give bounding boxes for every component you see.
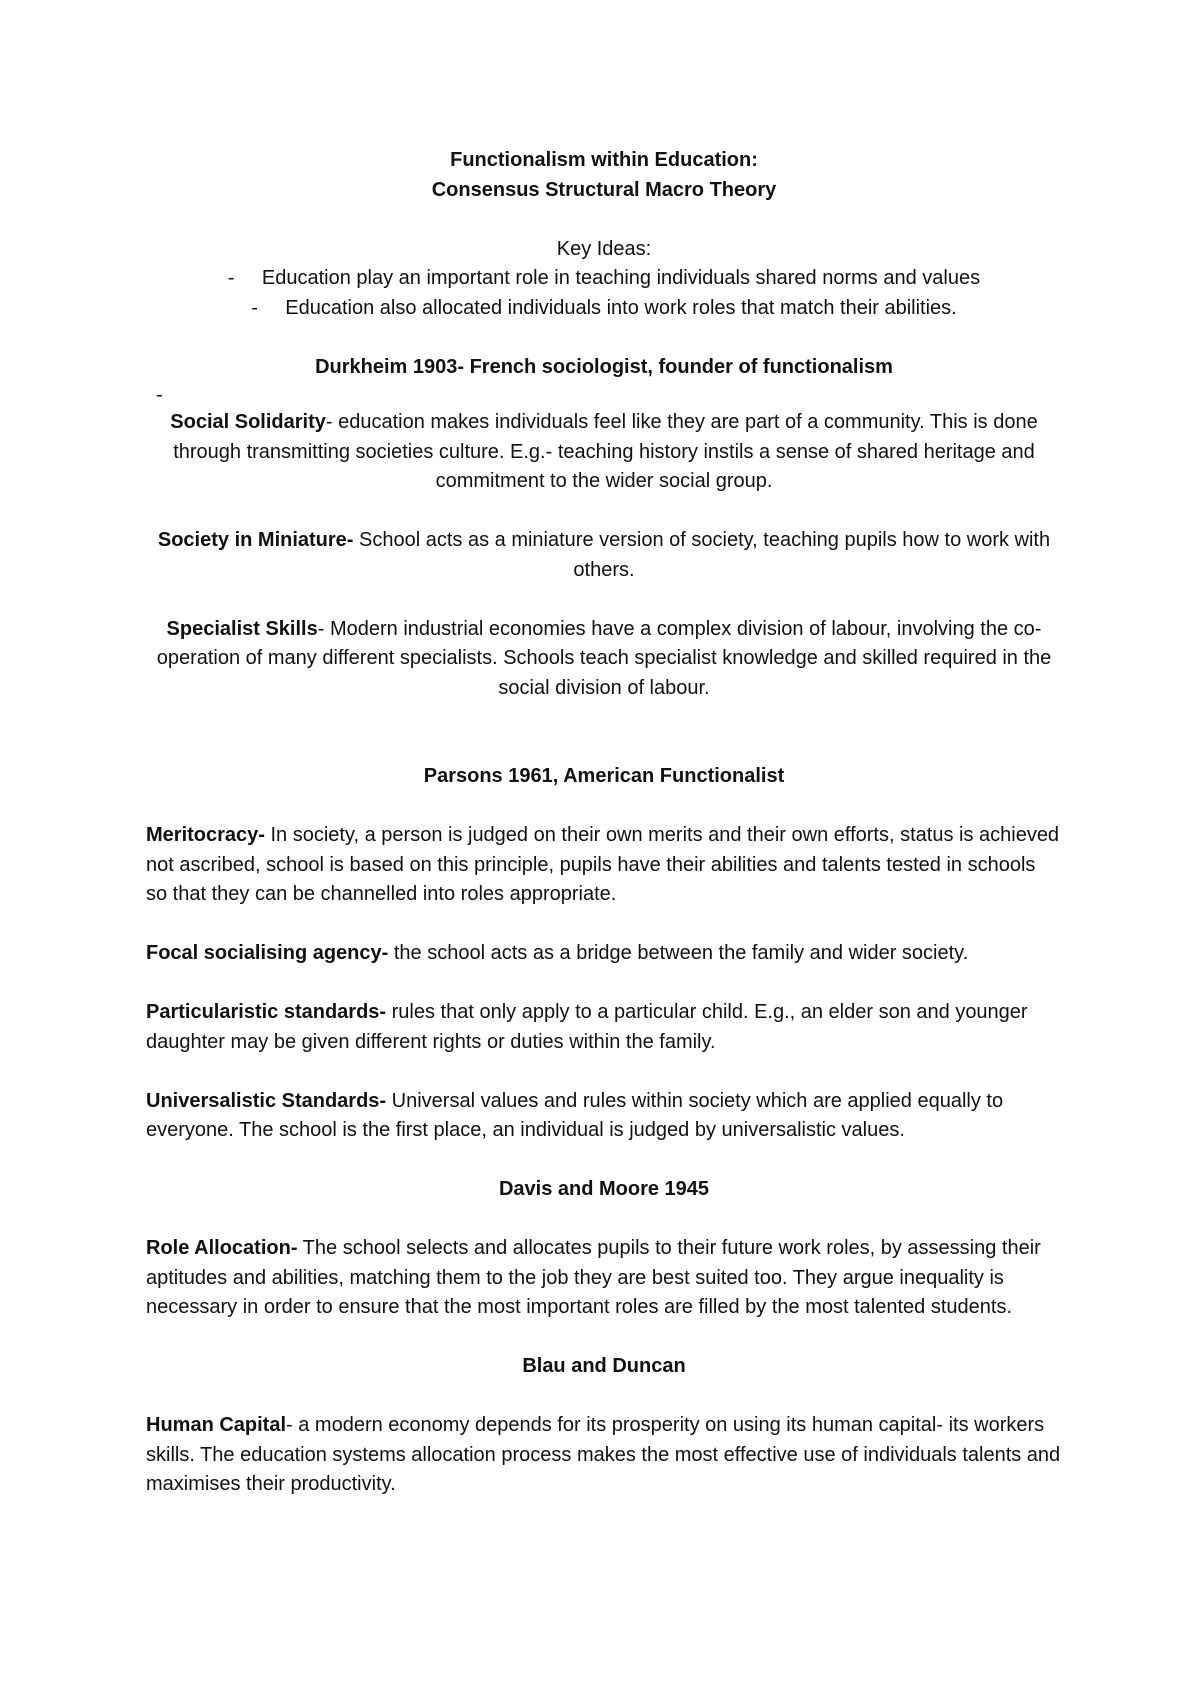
definition-term: Human Capital [146,1414,287,1436]
key-idea-item [146,264,1062,294]
definition-text: The school selects and allocates pupils to their future work roles, by assessing their aptitudes and abilities, matching them to the job they are best suited too. They argue inequality is necessary in order to ensure that the most important roles are filled by the most talented students. [146,1237,1041,1318]
definition-term: Universalistic Standards- [146,1089,387,1112]
key-idea-text: Education play an important role in teaching individuals shared norms and values [261,267,981,289]
key-idea-text: Education also allocated individuals into work roles that match their abilities. [285,296,957,319]
definition-paragraph [146,615,1062,704]
definition-paragraph [146,1234,1062,1323]
definition-text: School acts as a miniature version of society, teaching pupils how to work with others. [353,529,1051,581]
definition-text: Universal values and rules within society which are applied equally to everyone. The school is the first place, an individual is judged by universalistic values. [146,1089,1004,1141]
bullet-dash: - [251,296,258,319]
definition-text: - a modern economy depends for its prosperity on using its human capital- its workers skills. The education systems allocation process makes the most effective use of individuals talents and maximises their productivity. [146,1414,1061,1495]
definition-paragraph [146,1087,1062,1146]
definition-term: Society in Miniature- [157,529,354,551]
key-ideas-heading: Key Ideas: [556,237,652,260]
definition-term: Particularistic standards- [146,1001,387,1023]
definition-paragraph [146,1411,1062,1500]
section-heading-davis-moore: Davis and Moore 1945 [498,1178,710,1200]
definition-term: Focal socialising agency- [146,942,389,964]
definition-term: Social Solidarity [170,411,326,433]
definition-paragraph [146,939,1062,969]
document-subtitle: Consensus Structural Macro Theory [431,178,777,201]
definition-text: In society, a person is judged on their own merits and their own efforts, status is achieved not ascribed, school is based on this principle, pupils have their abilities and talents tested in schools so that they can be channelled into roles appropriate. [146,824,1060,905]
key-idea-item [146,294,1062,324]
definition-text: the school acts as a bridge between the family and wider society. [388,942,969,964]
definition-term: Role Allocation- [146,1237,298,1259]
definition-text: rules that only apply to a particular child. E.g., an elder son and younger daughter may be given different rights or duties within the family. [146,1001,1028,1053]
bullet-dash: - [227,267,235,289]
document-body [146,146,1062,1500]
section-heading-parsons: Parsons 1961, American Functionalist [423,765,785,787]
document-title: Functionalism within Education: [450,149,758,171]
definition-term: Specialist Skills [166,617,318,640]
definition-text: - education makes individuals feel like they are part of a community. This is done through transmitting societies culture. E.g.- teaching history instils a sense of shared heritage and commitment to the wider social group. [173,411,1038,492]
definition-paragraph [146,526,1062,585]
definition-paragraph [146,998,1062,1057]
section-heading-durkheim: Durkheim 1903- French sociologist, founder of functionalism [315,355,893,378]
definition-paragraph [146,408,1062,497]
empty-bullet-dash: - [156,384,163,406]
section-heading-blau-duncan: Blau and Duncan [522,1355,686,1377]
definition-text: - Modern industrial economies have a complex division of labour, involving the co-operation of many different specialists. Schools teach specialist knowledge and skilled required in the social division of labour. [156,617,1052,699]
definition-paragraph [146,821,1062,910]
definition-term: Meritocracy- [146,824,265,846]
